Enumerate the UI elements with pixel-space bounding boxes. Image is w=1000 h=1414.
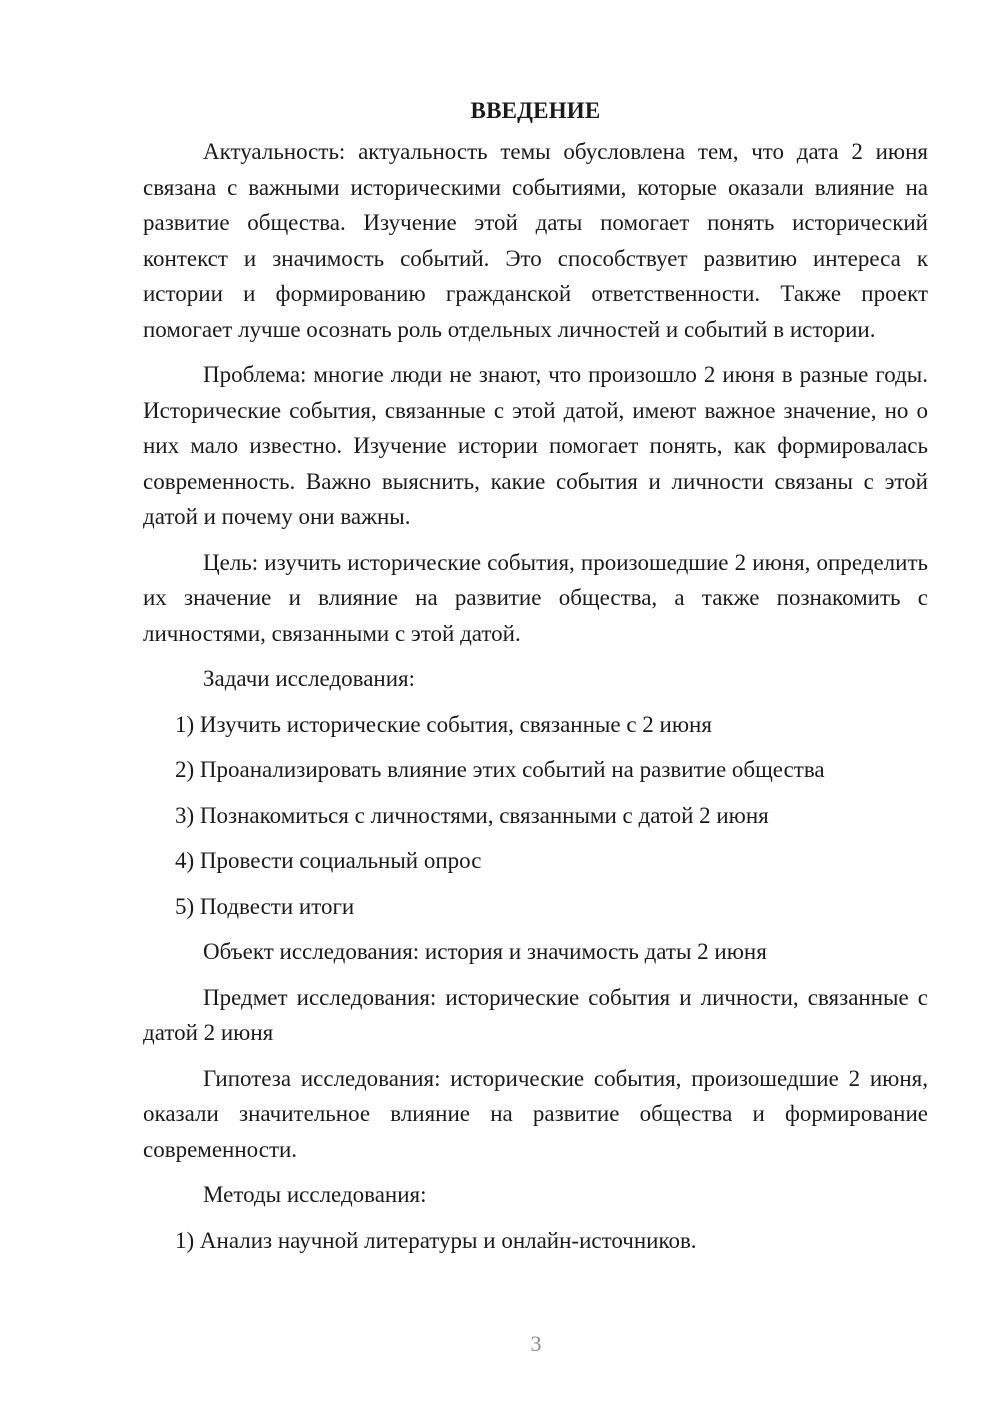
method-item: 1) Анализ научной литературы и онлайн-источников. [175,1227,697,1253]
problem-paragraph: Проблема: многие люди не знают, что произошло 2 июня в разные годы. Исторические события, связанные с этой датой, имеют важное значение, но о них мало известно. Изучение истории помогает понять, как формировалась современность. Важно выяснить, какие события и личности связаны с этой датой и почему они важны. [143,362,928,529]
goal-paragraph: Цель: изучить исторические события, произошедшие 2 июня, определить их значение и влияние на развитие общества, а также познакомить с личностями, связанными с этой датой. [143,549,928,646]
page-number: 3 [530,1331,542,1356]
task-item: 1) Изучить исторические события, связанные с 2 июня [175,711,712,737]
object-paragraph: Объект исследования: история и значимость даты 2 июня [203,939,767,964]
task-item: 4) Провести социальный опрос [175,848,482,873]
task-item: 5) Подвести итоги [175,893,355,919]
page-content [143,93,928,1268]
task-item: 3) Познакомиться с личностями, связанными с датой 2 июня [175,802,769,828]
task-item: 2) Проанализировать влияние этих событий на развитие общества [175,757,825,782]
subject-paragraph: Предмет исследования: исторические события и личности, связанные с датой 2 июня [143,984,928,1045]
hypothesis-paragraph: Гипотеза исследования: исторические события, произошедшие 2 июня, оказали значительное влияние на развитие общества и формирование современности. [143,1065,928,1162]
relevance-paragraph: Актуальность: актуальность темы обусловлена тем, что дата 2 июня связана с важными историческими событиями, которые оказали влияние на развитие общества. Изучение этой даты помогает понять исторический контекст и значимость событий. Это способствует развитию интереса к истории и формированию гражданской ответственности. Также проект помогает лучше осознать роль отдельных личностей и событий в истории. [143,139,928,342]
tasks-heading: Задачи исследования: [203,666,416,691]
methods-heading: Методы исследования: [203,1182,427,1207]
page-title: ВВЕДЕНИЕ [470,98,601,123]
